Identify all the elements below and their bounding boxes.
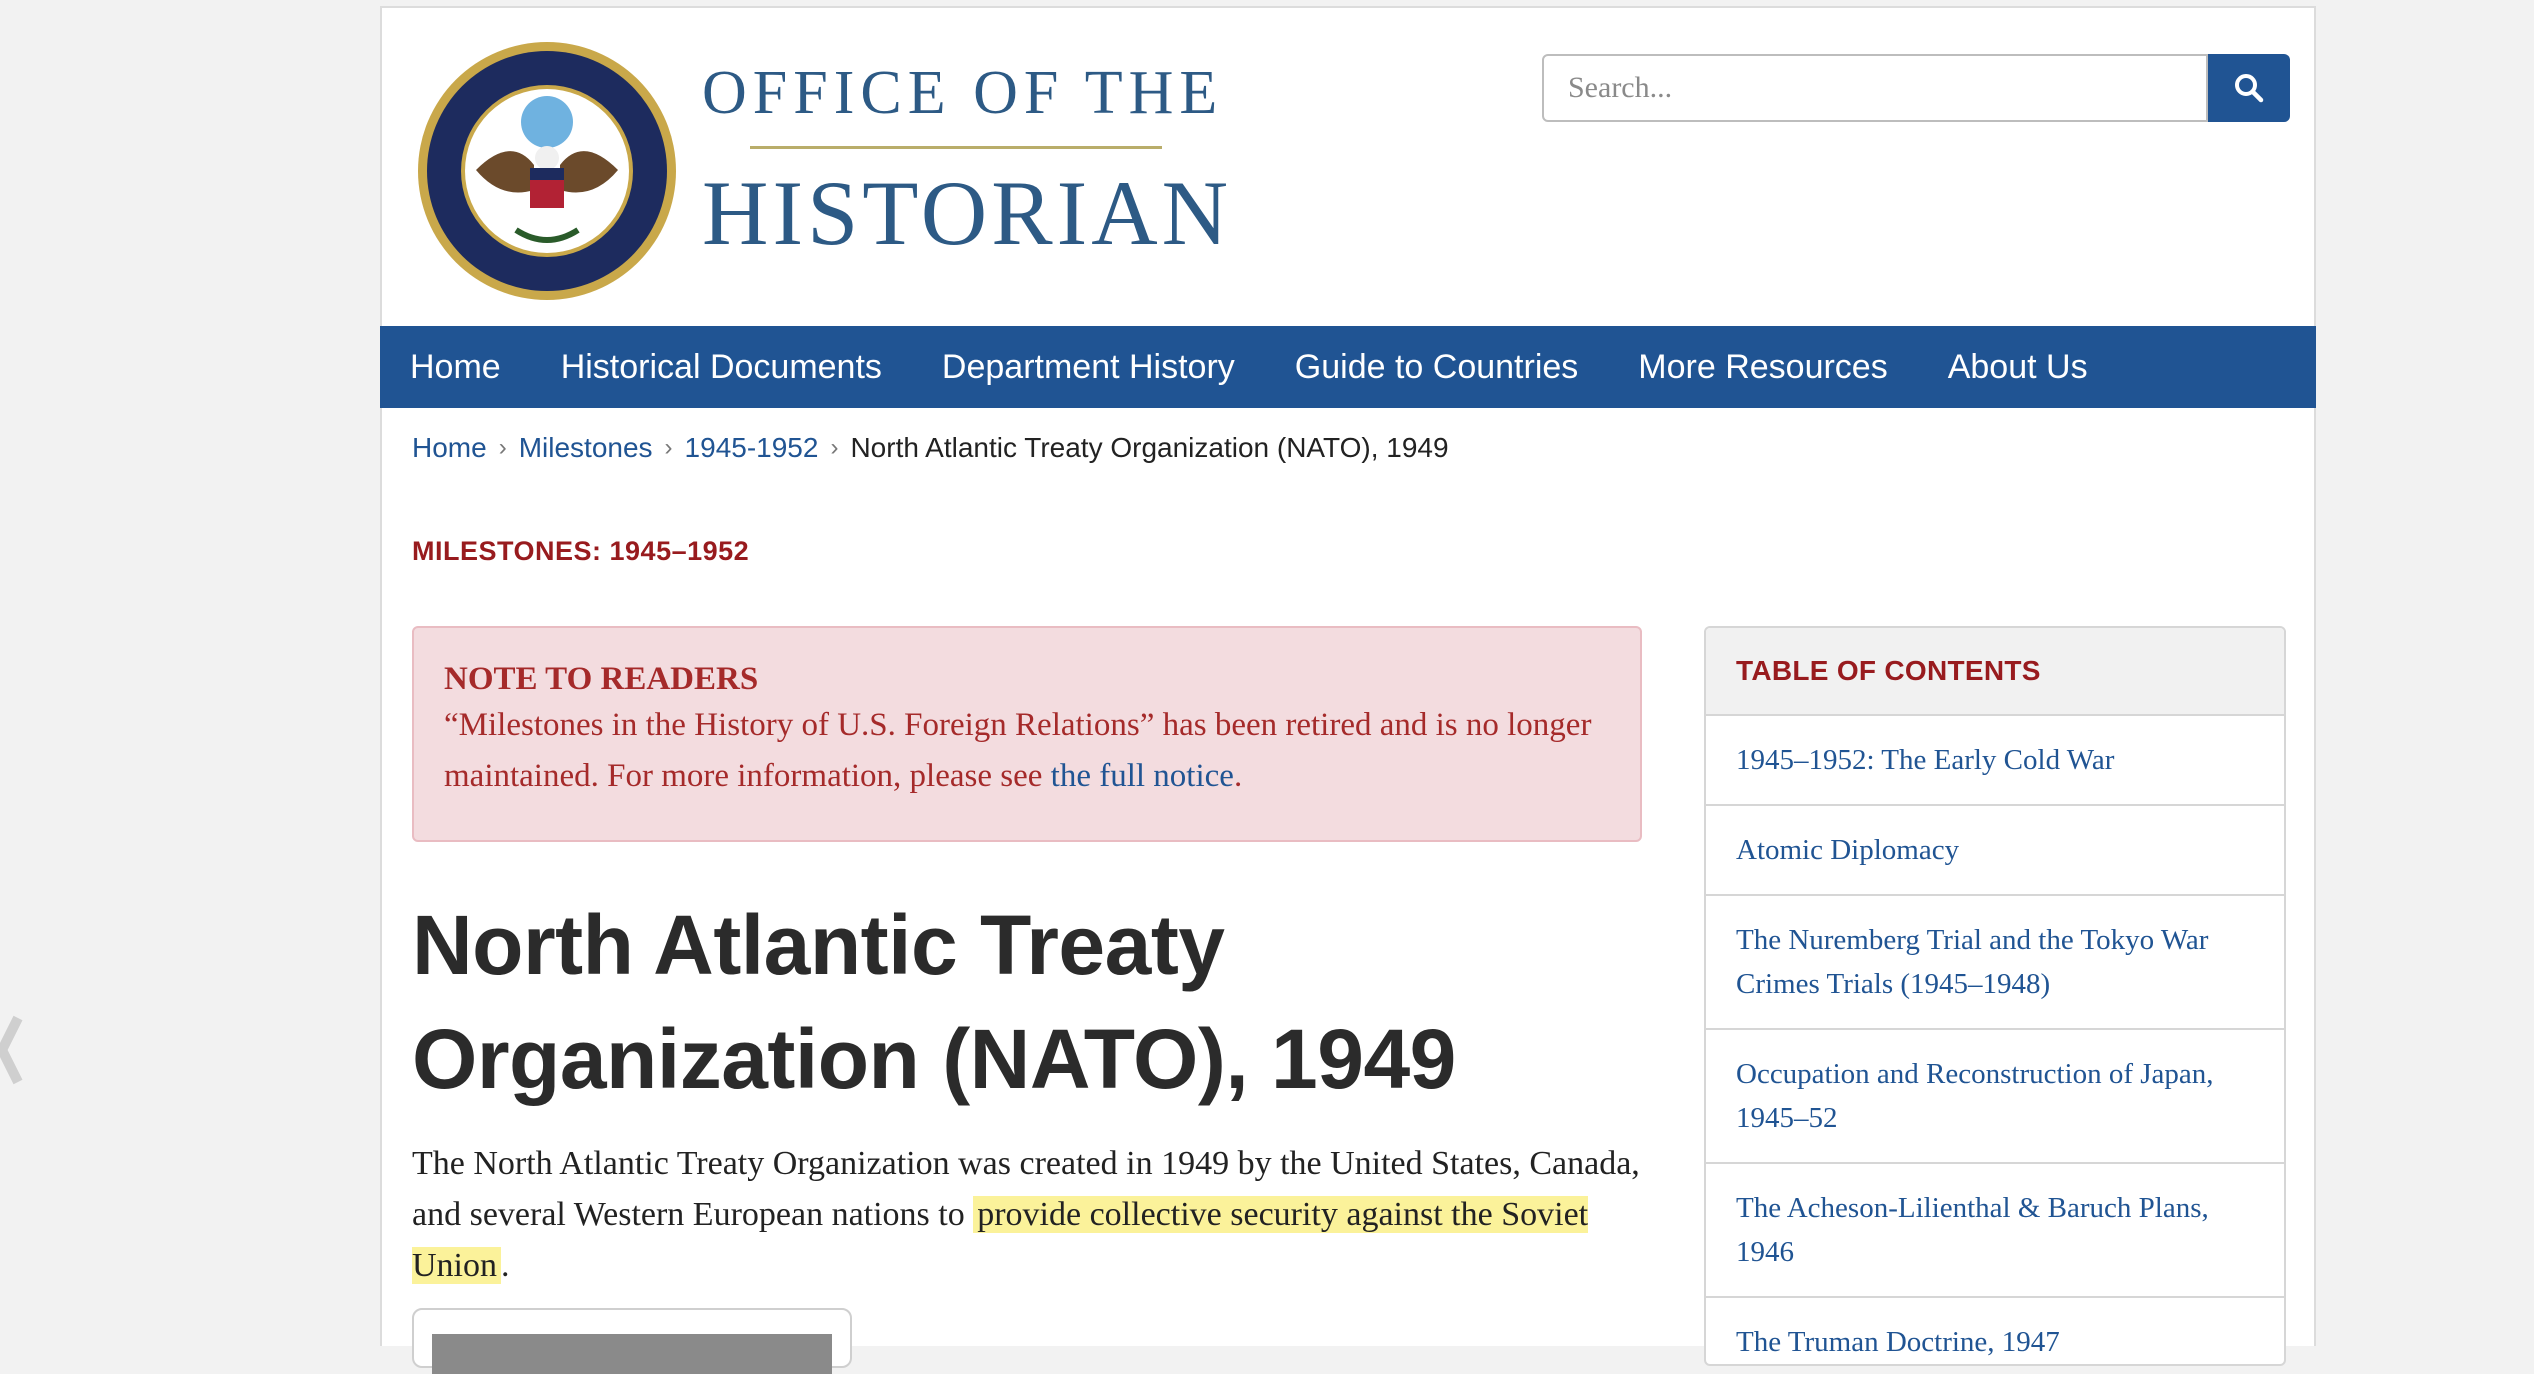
breadcrumb bbox=[412, 432, 1449, 464]
search-bar bbox=[1542, 54, 2290, 122]
previous-arrow-icon[interactable] bbox=[0, 1010, 26, 1090]
note-body bbox=[444, 700, 1610, 802]
page-title: North Atlantic Treaty Organization (NATO), 1949 bbox=[412, 898, 1456, 1106]
chevron-right-icon: › bbox=[830, 434, 839, 461]
site-logo[interactable] bbox=[702, 58, 1262, 264]
nav-historical-documents[interactable]: Historical Documents bbox=[560, 347, 882, 386]
toc-item[interactable]: 1945–1952: The Early Cold War bbox=[1706, 716, 2284, 806]
toc-item[interactable]: The Truman Doctrine, 1947 bbox=[1706, 1298, 2284, 1366]
breadcrumb-home[interactable]: Home bbox=[412, 432, 487, 463]
article-intro bbox=[412, 1138, 1652, 1291]
nav-department-history[interactable]: Department History bbox=[941, 347, 1235, 386]
section-label: MILESTONES: 1945–1952 bbox=[412, 536, 750, 566]
note-end: . bbox=[1233, 758, 1243, 794]
chevron-right-icon: › bbox=[664, 434, 673, 461]
nav-home[interactable]: Home bbox=[410, 347, 501, 386]
nav-about-us[interactable]: About Us bbox=[1947, 347, 2088, 386]
search-icon bbox=[2234, 73, 2264, 103]
department-of-state-seal[interactable] bbox=[416, 40, 678, 302]
article-image[interactable] bbox=[432, 1334, 832, 1374]
toc-heading: TABLE OF CONTENTS bbox=[1706, 628, 2284, 716]
breadcrumb-milestones[interactable]: Milestones bbox=[518, 432, 653, 463]
article-image-frame bbox=[412, 1308, 852, 1368]
note-title: NOTE TO READERS bbox=[444, 661, 759, 697]
page-container bbox=[380, 6, 2316, 1358]
search-input[interactable] bbox=[1542, 54, 2208, 122]
logo-line-2: HISTORIAN bbox=[702, 162, 1233, 264]
search-button[interactable] bbox=[2208, 54, 2290, 122]
note-to-readers bbox=[412, 626, 1642, 842]
nav-more-resources[interactable]: More Resources bbox=[1638, 347, 1888, 386]
toc-item[interactable]: The Acheson-Lilienthal & Baruch Plans, 1946 bbox=[1706, 1164, 2284, 1298]
intro-text: The North Atlantic Treaty Organization was created in 1949 by the United States, Canada, and several Western European nations to bbox=[412, 1145, 1640, 1233]
toc-item[interactable]: Atomic Diplomacy bbox=[1706, 806, 2284, 896]
breadcrumb-current: North Atlantic Treaty Organization (NATO), 1949 bbox=[850, 432, 1449, 463]
intro-end: . bbox=[501, 1247, 510, 1284]
highlighted-text: provide collective security against the Soviet Union bbox=[412, 1196, 1589, 1284]
logo-divider bbox=[750, 146, 1162, 149]
note-text: “Milestones in the History of U.S. Foreign Relations” has been retired and is no longer maintained. For more information, please see bbox=[444, 707, 1592, 794]
breadcrumb-1945-1952[interactable]: 1945-1952 bbox=[684, 432, 819, 463]
chevron-right-icon: › bbox=[498, 434, 507, 461]
logo-line-1: OFFICE OF THE bbox=[702, 59, 1224, 127]
nav-guide-to-countries[interactable]: Guide to Countries bbox=[1294, 347, 1579, 386]
table-of-contents bbox=[1704, 626, 2286, 1366]
toc-item[interactable]: Occupation and Reconstruction of Japan, 1945–52 bbox=[1706, 1030, 2284, 1164]
main-navigation bbox=[380, 326, 2316, 408]
site-header bbox=[382, 8, 2314, 326]
full-notice-link[interactable]: the full notice bbox=[1050, 758, 1234, 794]
toc-item[interactable]: The Nuremberg Trial and the Tokyo War Crimes Trials (1945–1948) bbox=[1706, 896, 2284, 1030]
